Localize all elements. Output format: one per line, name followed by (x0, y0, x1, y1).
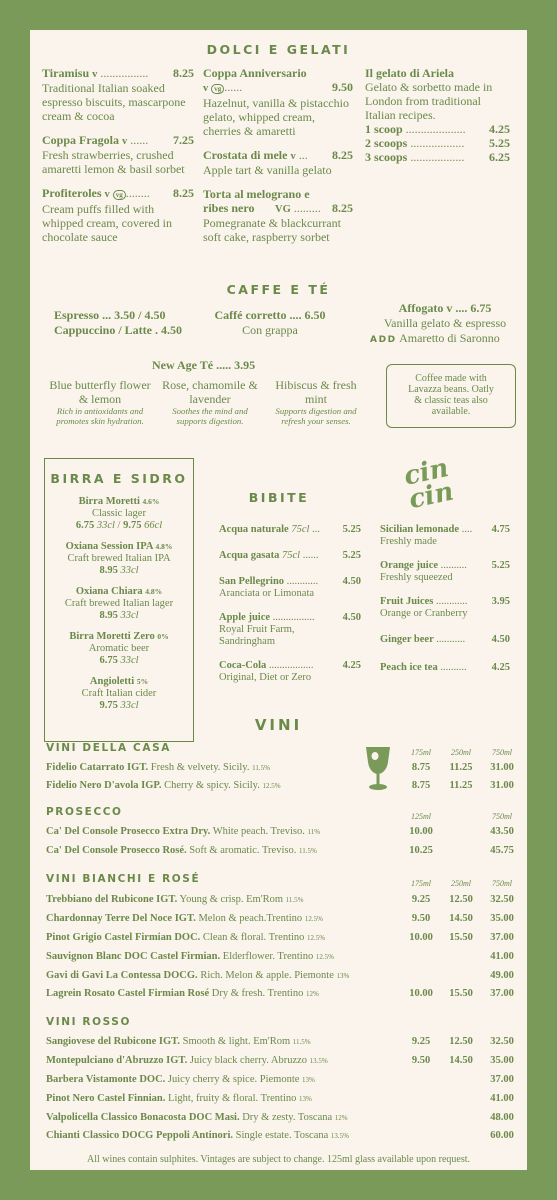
section-title-dolci: DOLCI E GELATI (206, 42, 351, 57)
affogato-line: Affogato v .... 6.75 (398, 301, 492, 315)
coffee-notice-box: Coffee made with Lavazza beans. Oatly & classic teas also available. (386, 364, 516, 428)
drink-item: Orange juice .......... 5.25 Freshly squeezed (380, 560, 510, 583)
beer-item: Birra Moretti Zero 0% Aromatic beer 6.75 33cl (69, 631, 169, 666)
tea-item: Rose, chamomile & lavender Soothes the mind and supports digestion. (162, 378, 258, 426)
wine-row: Pinot Nero Castel Finnian. Light, fruity & floral. Trentino 13% 41.00 (46, 1093, 514, 1104)
affogato-add: ADD Amaretto di Saronno (370, 331, 500, 345)
wine-row: Chianti Classico DOCG Peppoli Antinori. Single estate. Toscana 13.5% 60.00 (46, 1130, 514, 1141)
wine-row: Barbera Vistamonte DOC. Juicy cherry & spice. Piemonte 13% 37.00 (46, 1074, 514, 1085)
beer-item: Birra Moretti 4.6% Classic lager 6.75 33cl / 9.75 66cl (75, 496, 163, 531)
beer-item: Angioletti 5% Craft Italian cider 9.75 33cl (81, 676, 157, 711)
drink-item: Ginger beer ........... 4.50 (380, 634, 510, 645)
dish-crostata: Crostata di mele v ... 8.25 Apple tart & vanilla gelato (203, 148, 353, 177)
section-title-caffe: CAFFE E TÉ (226, 282, 331, 297)
size-header: 175ml (411, 748, 431, 757)
wine-row: Chardonnay Terre Del Noce IGT. Melon & peach.Trentino 12.5% 9.50 14.50 35.00 (46, 913, 514, 924)
affogato-desc: Vanilla gelato & espresso (383, 316, 507, 330)
wine-row: Gavi di Gavi La Contessa DOCG. Rich. Melon & apple. Piemonte 13% 49.00 (46, 970, 514, 981)
size-header: 250ml (451, 748, 471, 757)
size-header: 250ml (451, 879, 471, 888)
bibite-left-column (219, 524, 361, 684)
drink-item: Fruit Juices ............ 3.95 Orange or Cranberry (380, 596, 510, 619)
wine-row: Ca' Del Console Prosecco Rosé. Soft & aromatic. Treviso. 11.5% 10.25 45.75 (46, 845, 514, 856)
tea-item: Hibiscus & fresh mint Supports digestion and refresh your senses. (275, 378, 357, 426)
size-header: 750ml (492, 748, 512, 757)
wine-section-title: VINI BIANCHI E ROSÉ (46, 873, 201, 885)
drink-item: Apple juice ................ 4.50 Royal Fruit Farm, Sandringham (219, 612, 361, 647)
wine-row: Sauvignon Blanc DOC Castel Firmian. Elderflower. Trentino 12.5% 41.00 (46, 951, 514, 962)
wine-footer-note: All wines contain sulphites. Vintages are subject to change. 125ml glass available upon request. (86, 1154, 470, 1165)
tea-item: Blue butterfly flower & lemon Rich in antioxidants and promotes skin hydration. (49, 378, 151, 426)
wine-row: Pinot Grigio Castel Firmian DOC. Clean & floral. Trentino 12.5% 10.00 15.50 37.00 (46, 932, 514, 943)
gelato-block: Il gelato di Ariela Gelato & sorbetto made in London from traditional Italian recipes. 1 scoop .................... 4.25 2 scoops .................. 5.25 3 scoops .................. 6.25 (365, 66, 510, 164)
drink-item: Coca-Cola ................. 4.25 Original, Diet or Zero (219, 660, 361, 683)
wine-row: Sangiovese del Rubicone IGT. Smooth & light. Em'Rom 11.5% 9.25 12.50 32.50 (46, 1036, 514, 1047)
drink-item: San Pellegrino ............ 4.50 Aranciata or Limonata (219, 576, 361, 599)
dolci-column-1 (42, 66, 194, 244)
size-header: 750ml (492, 812, 512, 821)
wine-section-title: PROSECCO (46, 806, 123, 818)
drink-item: Peach ice tea .......... 4.25 (380, 662, 510, 673)
espresso-line: Espresso ... 3.50 / 4.50 (54, 308, 166, 322)
wine-row: Fidelio Nero D'avola IGP. Cherry & spicy. Sicily. 12.5% 8.75 11.25 31.00 (46, 780, 514, 791)
wine-row: Lagrein Rosato Castel Firmian Rosé Dry & fresh. Trentino 12% 10.00 15.50 37.00 (46, 988, 514, 999)
wine-row: Fidelio Catarrato IGT. Fresh & velvety. Sicily. 11.5% 8.75 11.25 31.00 (46, 762, 514, 773)
wine-row: Trebbiano del Rubicone IGT. Young & crisp. Em'Rom 11.5% 9.25 12.50 32.50 (46, 894, 514, 905)
dish-coppa-anniversario: Coppa Anniversario v vg ...... 9.50 Hazelnut, vanilla & pistacchio gelato, whipped cream, cherries & amaretti (203, 66, 353, 138)
wine-row: Valpolicella Classico Bonacosta DOC Masi. Dry & zesty. Toscana 12% 48.00 (46, 1112, 514, 1123)
menu-sheet (30, 30, 527, 1170)
beer-item: Oxiana Session IPA 4.8% Craft brewed Italian IPA 8.95 33cl (65, 541, 173, 576)
wine-section-title: VINI DELLA CASA (46, 742, 171, 754)
size-header: 125ml (411, 812, 431, 821)
corretto-line: Caffé corretto .... 6.50 (214, 308, 326, 322)
beer-item: Oxiana Chiara 4.8% Craft brewed Italian lager 8.95 33cl (64, 586, 174, 621)
dish-coppa-fragola: Coppa Fragola v ...... 7.25 Fresh strawberries, crushed amaretti lemon & basil sorbet (42, 133, 194, 176)
drink-item: Acqua gasata 75cl ...... 5.25 (219, 550, 361, 561)
dish-torta: Torta al melograno e ribes nero VG ......... 8.25 Pomegranate & blackcurrant soft cake, raspberry sorbet (203, 187, 353, 244)
wine-row: Ca' Del Console Prosecco Extra Dry. White peach. Treviso. 11% 10.00 43.50 (46, 826, 514, 837)
section-title-bibite: BIBITE (248, 490, 310, 505)
drink-item: Sicilian lemonade .... 4.75 Freshly made (380, 524, 510, 547)
bibite-right-column (380, 524, 510, 674)
vegan-badge-icon: vg (113, 190, 126, 200)
size-header: 750ml (492, 879, 512, 888)
birra-box (44, 458, 194, 742)
tea-title: New Age Té ..... 3.95 (152, 358, 256, 372)
drink-item: Acqua naturale 75cl ... 5.25 (219, 524, 361, 535)
corretto-desc: Con grappa (242, 323, 298, 337)
dish-tiramisu: Tiramisu v ................ 8.25 Traditional Italian soaked espresso biscuits, mascarpone cream & cocoa (42, 66, 194, 123)
dish-profiteroles: Profiteroles v vg ........ 8.25 Cream puffs filled with whipped cream, covered in chocolate sauce (42, 186, 194, 244)
wine-section-title: VINI ROSSO (46, 1016, 131, 1028)
size-header: 175ml (411, 879, 431, 888)
cappuccino-line: Cappuccino / Latte . 4.50 (54, 323, 183, 337)
cin-cin-logo: cin cin (401, 453, 457, 516)
wine-row: Montepulciano d'Abruzzo IGT. Juicy black cherry. Abruzzo 13.5% 9.50 14.50 35.00 (46, 1055, 514, 1066)
section-title-vini: VINI (254, 716, 303, 734)
dolci-column-2 (203, 66, 353, 244)
section-title-birra: BIRRA E SIDRO (50, 471, 188, 486)
vegan-badge-icon: vg (211, 84, 224, 94)
